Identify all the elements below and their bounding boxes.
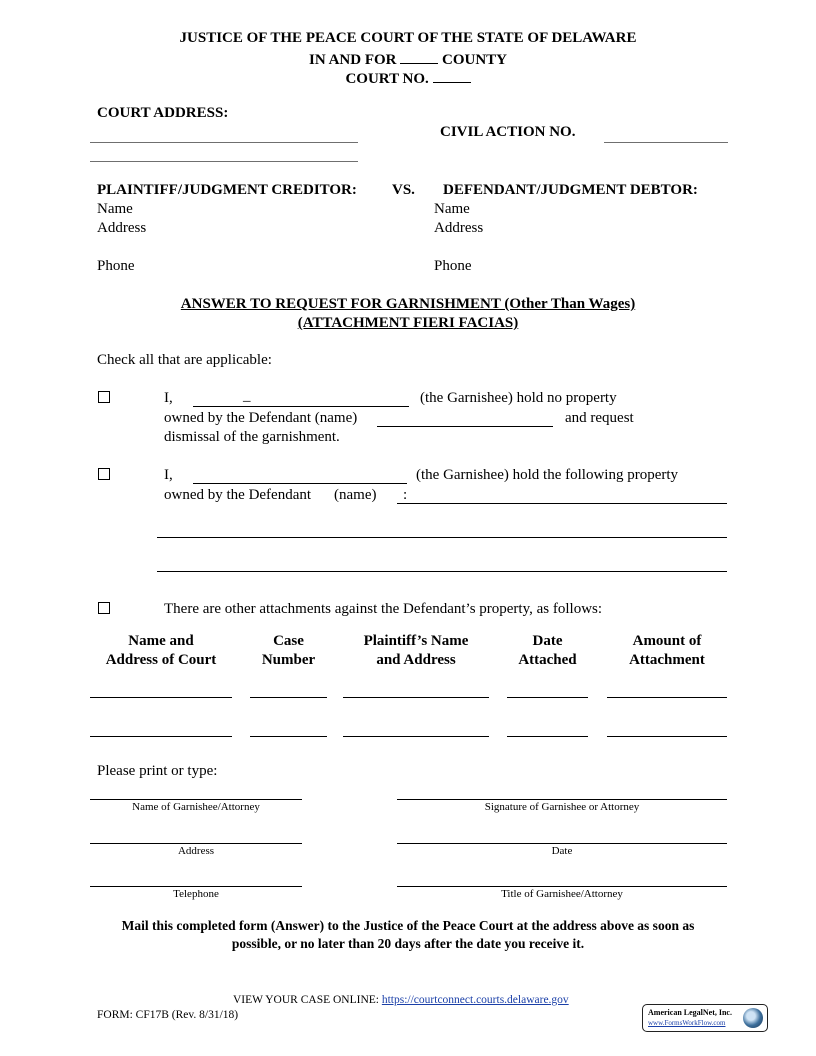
table-header-case [250,632,327,670]
table-row1-plaintiff[interactable] [343,697,489,698]
plaintiff-address-label: Address [97,220,147,236]
court-title: JUSTICE OF THE PEACE COURT OF THE STATE OF DELAWARE [179,30,637,46]
defendant-name-label: Name [434,201,470,217]
garnishee-name-label: Name of Garnishee/Attorney [132,801,260,813]
table-header-court-line1: Name and [128,633,194,649]
table-row2-plaintiff[interactable] [343,736,489,737]
defendant-address-label: Address [434,220,484,236]
form-title-line2: (ATTACHMENT FIERI FACIAS) [297,315,519,331]
title-field[interactable] [397,886,727,887]
county-line [0,49,816,69]
table-row1-case[interactable] [250,697,327,698]
table-header-case-line1: Case [273,633,304,649]
form-id: FORM: CF17B (Rev. 8/31/18) [97,1009,239,1021]
table-header-amount [607,632,727,670]
option2-garnishee-field[interactable] [193,483,407,484]
globe-icon [743,1008,763,1028]
logo-website: www.FormsWorkFlow.com [648,1019,726,1027]
table-header-court-line2: Address of Court [105,652,217,668]
table-row2-court[interactable] [90,736,232,737]
table-header-case-line2: Number [261,652,316,668]
option2-name-text: (name) [334,487,377,503]
court-connect-link[interactable]: https://courtconnect.courts.delaware.gov [381,994,569,1006]
plaintiff-phone-label: Phone [97,258,135,274]
table-header-date-line1: Date [532,633,563,649]
option2-owned-text: owned by the Defendant [164,487,312,503]
table-header-plaintiff-line1: Plaintiff’s Name [363,633,469,649]
option1-request-text: and request [565,410,634,426]
table-header-amount-line1: Amount of [632,633,702,649]
option3-checkbox[interactable] [98,602,110,614]
vs-label: VS. [392,182,415,198]
defendant-phone-label: Phone [434,258,472,274]
american-legalnet-logo[interactable] [642,1004,768,1032]
court-no-label: COURT NO. [345,71,429,87]
title-label: Title of Garnishee/Attorney [501,888,623,900]
view-case-online [233,994,569,1006]
option2-i: I, [164,467,173,483]
option1-garnishee-text: (the Garnishee) hold no property [420,390,617,406]
court-no-blank[interactable] [433,68,471,83]
option1-dismissal-text: dismissal of the garnishment. [164,429,340,445]
plaintiff-name-label: Name [97,201,133,217]
option2-property-line-3[interactable] [157,571,727,572]
table-header-court [90,632,232,670]
court-no-line [0,68,816,88]
table-row2-date[interactable] [507,736,588,737]
table-row1-date[interactable] [507,697,588,698]
instructions: Check all that are applicable: [97,352,272,368]
logo-company-name: American LegalNet, Inc. [648,1008,732,1017]
address-field[interactable] [90,843,302,844]
mail-notice-line1: Mail this completed form (Answer) to the Justice of the Peace Court at the address above as soon as [121,918,695,933]
signature-label: Signature of Garnishee or Attorney [484,801,640,813]
table-header-plaintiff-line2: and Address [376,652,456,668]
table-row1-amount[interactable] [607,697,727,698]
option1-i: I, [164,390,173,406]
civil-action-field[interactable] [604,142,728,143]
option3-text: There are other attachments against the Defendant’s property, as follows: [164,601,603,617]
civil-action-label: CIVIL ACTION NO. [440,124,576,140]
defendant-heading: DEFENDANT/JUDGMENT DEBTOR: [443,182,698,198]
garnishee-name-field[interactable] [90,799,302,800]
table-header-date [507,632,588,670]
address-label: Address [177,845,215,857]
option2-colon: : [403,487,408,503]
option2-garnishee-text: (the Garnishee) hold the following property [416,467,679,483]
court-address-line-2[interactable] [90,161,358,162]
option1-owned-text: owned by the Defendant (name) [164,410,358,426]
county-line-post: COUNTY [442,52,508,68]
option2-property-line-2[interactable] [157,537,727,538]
telephone-field[interactable] [90,886,302,887]
court-address-line-1[interactable] [90,142,358,143]
form-title-line1: ANSWER TO REQUEST FOR GARNISHMENT (Other Than Wages) [180,296,636,312]
table-header-plaintiff [343,632,489,670]
option1-defendant-name-field[interactable] [377,426,553,427]
plaintiff-heading: PLAINTIFF/JUDGMENT CREDITOR: [97,182,357,198]
date-label: Date [551,845,573,857]
print-label: Please print or type: [97,763,218,779]
table-row1-court[interactable] [90,697,232,698]
table-row2-amount[interactable] [607,736,727,737]
county-line-pre: IN AND FOR [308,52,397,68]
telephone-label: Telephone [173,888,219,900]
option1-underscore: _ [243,388,251,404]
table-row2-case[interactable] [250,736,327,737]
view-case-label: VIEW YOUR CASE ONLINE: [233,994,379,1006]
option2-checkbox[interactable] [98,468,110,480]
option1-checkbox[interactable] [98,391,110,403]
court-address-label: COURT ADDRESS: [97,105,229,121]
option2-property-line-1[interactable] [397,503,727,504]
county-blank[interactable] [400,49,438,64]
date-field[interactable] [397,843,727,844]
mail-notice-line2: possible, or no later than 20 days after the date you receive it. [231,936,585,951]
signature-field[interactable] [397,799,727,800]
table-header-amount-line2: Attachment [629,652,705,668]
option1-garnishee-field[interactable] [193,406,409,407]
table-header-date-line2: Attached [518,652,577,668]
